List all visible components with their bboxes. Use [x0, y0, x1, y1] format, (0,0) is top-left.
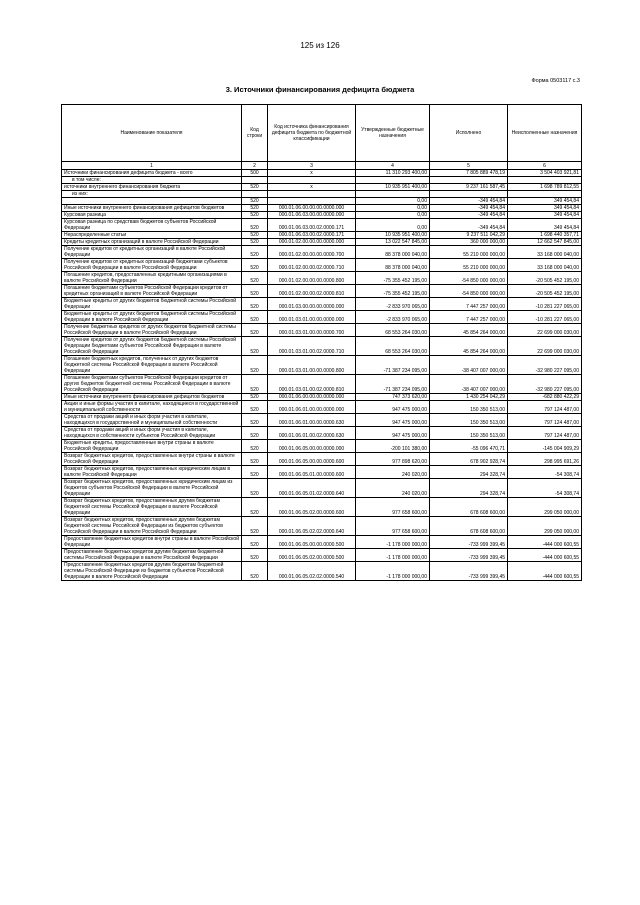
table-row [62, 337, 582, 356]
row-executed: 55 210 000 000,00 [430, 259, 508, 272]
row-budget-code: x [268, 184, 356, 191]
column-header-executed: Исполнено [430, 105, 508, 162]
row-name: Погашение бюджетами субъектов Российской Федерации кредитов от других бюджетов бюджетной системы Российской Федерации в валюте Российской Федерации [62, 375, 242, 394]
column-number: 5 [430, 162, 508, 170]
table-row [62, 549, 582, 562]
row-unexecuted: 298 995 691,26 [508, 453, 582, 466]
row-budget-code: 000.01.06.03.00.00.0000.000 [268, 212, 356, 219]
row-approved: 947 475 000,00 [356, 401, 430, 414]
row-unexecuted: 349 454,84 [508, 198, 582, 205]
row-budget-code [268, 198, 356, 205]
row-name: Получение кредитов от кредитных организаций в валюте Российской Федерации [62, 246, 242, 259]
table-row [62, 184, 582, 191]
row-line-code [242, 177, 268, 184]
row-name: Погашение бюджетных кредитов, полученных от других бюджетов бюджетной системы Российской Федерации в валюте Российской Федерации [62, 356, 242, 375]
header-row [62, 105, 582, 162]
row-budget-code: 000.01.03.01.00.02.0000.710 [268, 337, 356, 356]
row-budget-code: 000.01.03.00.00.00.0000.000 [268, 298, 356, 311]
row-name: Предоставление бюджетных кредитов внутри страны в валюте Российской Федерации [62, 536, 242, 549]
table-row [62, 453, 582, 466]
table-row [62, 177, 582, 184]
row-unexecuted: 797 124 487,00 [508, 414, 582, 427]
row-executed: 294 328,74 [430, 466, 508, 479]
row-unexecuted: -10 281 227 065,00 [508, 311, 582, 324]
row-budget-code: 000.01.06.05.02.00.0000.500 [268, 549, 356, 562]
row-budget-code: 000.01.06.05.02.02.0000.540 [268, 562, 356, 581]
row-approved: -71 387 234 095,00 [356, 375, 430, 394]
row-unexecuted: 349 454,84 [508, 205, 582, 212]
row-line-code: 520 [242, 453, 268, 466]
row-executed: 7 447 257 000,00 [430, 311, 508, 324]
row-executed: -733 999 399,45 [430, 549, 508, 562]
row-approved: 977 898 620,00 [356, 453, 430, 466]
row-unexecuted: 797 124 487,00 [508, 427, 582, 440]
column-number-row [62, 162, 582, 170]
column-header-unexecuted: Неисполненные назначения [508, 105, 582, 162]
row-approved: -1 178 000 000,00 [356, 536, 430, 549]
row-name: Курсовая разница по средствам бюджетов субъектов Российской Федерации [62, 219, 242, 232]
row-executed: -349 454,84 [430, 205, 508, 212]
row-line-code: 520 [242, 375, 268, 394]
row-unexecuted: 299 050 000,00 [508, 517, 582, 536]
row-executed: -38 407 007 000,00 [430, 375, 508, 394]
row-name: Возврат бюджетных кредитов, предоставленных юридическим лицам из бюджетов субъектов Российской Федерации в валюте Российской Федерации [62, 479, 242, 498]
row-executed: 7 447 257 000,00 [430, 298, 508, 311]
row-line-code: 520 [242, 205, 268, 212]
row-line-code: 520 [242, 212, 268, 219]
row-approved: 0,00 [356, 212, 430, 219]
table-row [62, 205, 582, 212]
row-line-code: 520 [242, 536, 268, 549]
table-row [62, 198, 582, 205]
row-name: в том числе: [62, 177, 242, 184]
table-row [62, 219, 582, 232]
row-executed [430, 191, 508, 198]
row-approved: -75 355 452 195,00 [356, 272, 430, 285]
row-budget-code: 000.01.06.05.00.00.0000.000 [268, 440, 356, 453]
row-approved: -2 833 970 065,00 [356, 311, 430, 324]
row-approved: -1 178 000 000,00 [356, 549, 430, 562]
row-executed: -733 999 399,45 [430, 562, 508, 581]
row-budget-code: 000.01.06.05.00.00.0000.500 [268, 536, 356, 549]
row-budget-code: 000.01.02.00.00.02.0000.810 [268, 285, 356, 298]
row-executed: 678 608 600,00 [430, 498, 508, 517]
row-line-code: 520 [242, 324, 268, 337]
row-approved: 240 020,00 [356, 479, 430, 498]
row-budget-code: 000.01.02.00.00.02.0000.710 [268, 259, 356, 272]
page-number: 125 из 126 [300, 41, 340, 50]
row-budget-code: 000.01.06.05.01.02.0000.640 [268, 479, 356, 498]
row-approved: 0,00 [356, 198, 430, 205]
column-header-line-code: Код строки [242, 105, 268, 162]
table-row [62, 212, 582, 219]
column-header-budget-code: Код источника финансирования дефицита бюджета по бюджетной классификации [268, 105, 356, 162]
row-unexecuted: 22 699 000 030,00 [508, 337, 582, 356]
table-row [62, 466, 582, 479]
row-unexecuted: -145 004 909,29 [508, 440, 582, 453]
row-name: Получение кредитов от других бюджетов бюджетной системы Российской Федерации бюджетами субъектов Российской Федерации в валюте Российской Федерации [62, 337, 242, 356]
row-unexecuted: -10 281 227 065,00 [508, 298, 582, 311]
row-line-code: 520 [242, 498, 268, 517]
row-executed: -54 850 000 000,00 [430, 272, 508, 285]
row-line-code: 520 [242, 259, 268, 272]
table-row [62, 375, 582, 394]
row-executed: 150 350 513,00 [430, 401, 508, 414]
row-executed: 360 000 000,00 [430, 239, 508, 246]
table-row [62, 440, 582, 453]
row-line-code: 520 [242, 517, 268, 536]
row-executed: -349 454,84 [430, 198, 508, 205]
row-name: из них: [62, 191, 242, 198]
row-unexecuted: 12 662 547 845,00 [508, 239, 582, 246]
row-approved: 0,00 [356, 205, 430, 212]
row-executed: 150 350 513,00 [430, 414, 508, 427]
row-unexecuted: 1 698 789 812,55 [508, 184, 582, 191]
row-budget-code: 000.01.06.05.00.00.0000.600 [268, 453, 356, 466]
row-budget-code [268, 177, 356, 184]
row-budget-code: 000.01.03.01.00.00.0000.700 [268, 324, 356, 337]
row-approved: -2 833 970 065,00 [356, 298, 430, 311]
row-name: Бюджетные кредиты от других бюджетов бюджетной системы Российской Федерации в валюте Российской Федерации [62, 311, 242, 324]
row-executed: 1 430 254 042,29 [430, 394, 508, 401]
row-line-code: 520 [242, 272, 268, 285]
table-row [62, 498, 582, 517]
row-budget-code: 000.01.06.05.01.00.0000.600 [268, 466, 356, 479]
row-approved: 13 022 547 845,00 [356, 239, 430, 246]
row-name [62, 198, 242, 205]
row-approved: 977 658 600,00 [356, 498, 430, 517]
table-row [62, 517, 582, 536]
row-approved: 240 020,00 [356, 466, 430, 479]
row-unexecuted: -20 505 452 195,00 [508, 285, 582, 298]
row-budget-code: 000.01.06.00.00.00.0000.000 [268, 394, 356, 401]
table-row [62, 401, 582, 414]
row-line-code: 520 [242, 184, 268, 191]
row-name: Источники финансирования дефицита бюджета - всего [62, 170, 242, 177]
table-row [62, 479, 582, 498]
row-executed: -733 999 399,45 [430, 536, 508, 549]
row-approved: -1 178 000 000,00 [356, 562, 430, 581]
row-line-code: 520 [242, 562, 268, 581]
row-name: Возврат бюджетных кредитов, предоставленных другим бюджетам бюджетной системы Российской Федерации в валюте Российской Федерации [62, 498, 242, 517]
row-unexecuted: 22 699 000 030,00 [508, 324, 582, 337]
table-row [62, 394, 582, 401]
table-row [62, 259, 582, 272]
row-line-code: 520 [242, 427, 268, 440]
row-budget-code: 000.01.06.01.00.00.0000.630 [268, 414, 356, 427]
row-name: Иные источники внутреннего финансирования дефицитов бюджетов [62, 394, 242, 401]
row-executed: 678 608 600,00 [430, 517, 508, 536]
row-approved: 747 373 620,00 [356, 394, 430, 401]
row-name: Нераспределенные статьи [62, 232, 242, 239]
row-name: Бюджетные кредиты, предоставленные внутри страны в валюте Российской Федерации [62, 440, 242, 453]
row-executed: 9 237 511 042,29 [430, 232, 508, 239]
table-row [62, 356, 582, 375]
column-number: 6 [508, 162, 582, 170]
table-row [62, 239, 582, 246]
table-body [62, 170, 582, 581]
row-unexecuted: 299 050 000,00 [508, 498, 582, 517]
row-executed: 7 805 889 478,19 [430, 170, 508, 177]
row-budget-code: 000.01.02.00.00.00.0000.000 [268, 239, 356, 246]
row-approved: 10 935 951 400,00 [356, 232, 430, 239]
row-line-code [242, 191, 268, 198]
row-name: Иные источники внутреннего финансирования дефицитов бюджетов [62, 205, 242, 212]
row-name: Курсовая разница [62, 212, 242, 219]
row-line-code: 520 [242, 198, 268, 205]
row-approved: 0,00 [356, 219, 430, 232]
row-executed: -349 454,84 [430, 219, 508, 232]
row-line-code: 520 [242, 219, 268, 232]
row-unexecuted: -32 980 227 095,00 [508, 356, 582, 375]
table-row [62, 170, 582, 177]
row-executed: 150 350 513,00 [430, 427, 508, 440]
row-line-code: 520 [242, 466, 268, 479]
row-budget-code: 000.01.06.00.00.00.0000.000 [268, 205, 356, 212]
table-row [62, 427, 582, 440]
row-budget-code: x [268, 170, 356, 177]
row-executed: 55 210 000 000,00 [430, 246, 508, 259]
row-executed: 45 854 264 000,00 [430, 324, 508, 337]
row-line-code: 520 [242, 479, 268, 498]
row-executed: -349 454,84 [430, 212, 508, 219]
row-unexecuted: -32 980 227 095,00 [508, 375, 582, 394]
row-budget-code: 000.01.06.03.00.02.0000.171 [268, 219, 356, 232]
table-row [62, 191, 582, 198]
financing-table [61, 104, 582, 581]
row-approved: -75 355 452 195,00 [356, 285, 430, 298]
section-title: 3. Источники финансирования дефицита бюджета [225, 85, 415, 94]
table-row [62, 272, 582, 285]
row-unexecuted: -444 000 600,55 [508, 549, 582, 562]
row-executed: 294 328,74 [430, 479, 508, 498]
row-name: Погашение кредитов, предоставленных кредитными организациями в валюте Российской Федерации [62, 272, 242, 285]
row-name: Акции и иные формы участия в капитале, находящиеся в государственной и муниципальной собственности [62, 401, 242, 414]
form-code: Форма 0503117 с.3 [531, 78, 580, 84]
row-unexecuted: -682 880 422,29 [508, 394, 582, 401]
row-approved: 88 378 000 040,00 [356, 246, 430, 259]
row-line-code: 520 [242, 232, 268, 239]
row-line-code: 520 [242, 298, 268, 311]
row-line-code: 520 [242, 239, 268, 246]
row-unexecuted: -54 308,74 [508, 466, 582, 479]
row-approved: 11 310 293 400,00 [356, 170, 430, 177]
row-unexecuted: -20 505 452 195,00 [508, 272, 582, 285]
row-name: Предоставление бюджетных кредитов другим бюджетам бюджетной системы Российской Федерации из бюджетов субъектов Российской Федерации в валюте Российской Федерации [62, 562, 242, 581]
row-budget-code [268, 191, 356, 198]
row-unexecuted: -444 000 600,55 [508, 536, 582, 549]
row-executed: 678 902 928,74 [430, 453, 508, 466]
row-name: Возврат бюджетных кредитов, предоставленных юридическим лицам в валюте Российской Федерации [62, 466, 242, 479]
row-budget-code: 000.01.06.05.02.00.0000.600 [268, 498, 356, 517]
row-approved: 88 378 000 040,00 [356, 259, 430, 272]
row-name: Средства от продажи акций и иных форм участия в капитале, находящихся в государственной и муниципальной собственности [62, 414, 242, 427]
table-row [62, 536, 582, 549]
row-line-code: 520 [242, 549, 268, 562]
row-approved: 947 475 000,00 [356, 427, 430, 440]
row-approved: 977 658 600,00 [356, 517, 430, 536]
row-name: Погашение бюджетами субъектов Российской Федерации кредитов от кредитных организаций в валюте Российской Федерации [62, 285, 242, 298]
row-line-code: 520 [242, 337, 268, 356]
column-header-approved: Утвержденные бюджетные назначения [356, 105, 430, 162]
column-number: 2 [242, 162, 268, 170]
row-unexecuted: -54 308,74 [508, 479, 582, 498]
row-name: Получение бюджетных кредитов от других бюджетов бюджетной системы Российской Федерации в валюте Российской Федерации [62, 324, 242, 337]
row-approved: -200 101 380,00 [356, 440, 430, 453]
row-line-code: 520 [242, 356, 268, 375]
row-unexecuted: -444 000 600,55 [508, 562, 582, 581]
row-name: Возврат бюджетных кредитов, предоставленных внутри страны в валюте Российской Федерации [62, 453, 242, 466]
row-approved: 68 553 264 030,00 [356, 337, 430, 356]
row-approved [356, 177, 430, 184]
row-executed: 9 237 161 587,45 [430, 184, 508, 191]
row-executed: -54 850 000 000,00 [430, 285, 508, 298]
row-unexecuted: 33 168 000 040,00 [508, 259, 582, 272]
row-line-code: 500 [242, 170, 268, 177]
row-name: Предоставление бюджетных кредитов другим бюджетам бюджетной системы Российской Федерации в валюте Российской Федерации [62, 549, 242, 562]
row-budget-code: 000.01.03.01.00.00.0000.800 [268, 356, 356, 375]
row-name: Кредиты кредитных организаций в валюте Российской Федерации [62, 239, 242, 246]
column-header-name: Наименование показателя [62, 105, 242, 162]
row-budget-code: 000.01.02.00.00.00.0000.800 [268, 272, 356, 285]
row-line-code: 520 [242, 414, 268, 427]
row-approved: -71 387 234 095,00 [356, 356, 430, 375]
row-unexecuted: 33 168 000 040,00 [508, 246, 582, 259]
row-budget-code: 000.01.06.05.02.02.0000.640 [268, 517, 356, 536]
row-name: Бюджетные кредиты от других бюджетов бюджетной системы Российской Федерации [62, 298, 242, 311]
table-row [62, 285, 582, 298]
table-row [62, 298, 582, 311]
row-unexecuted: 3 504 403 921,81 [508, 170, 582, 177]
row-name: Средства от продажи акций и иных форм участия в капитале, находящихся в собственности субъектов Российской Федерации [62, 427, 242, 440]
row-executed: -55 096 470,71 [430, 440, 508, 453]
row-executed [430, 177, 508, 184]
table-row [62, 232, 582, 239]
row-unexecuted: 797 124 487,00 [508, 401, 582, 414]
table-row [62, 246, 582, 259]
row-unexecuted [508, 177, 582, 184]
row-unexecuted: 349 454,84 [508, 212, 582, 219]
row-line-code: 520 [242, 285, 268, 298]
row-budget-code: 000.01.02.00.00.00.0000.700 [268, 246, 356, 259]
row-name: источники внутреннего финансирования бюджета [62, 184, 242, 191]
row-budget-code: 000.01.06.01.00.02.0000.630 [268, 427, 356, 440]
table-row [62, 311, 582, 324]
row-unexecuted [508, 191, 582, 198]
row-line-code: 520 [242, 440, 268, 453]
row-approved: 10 935 951 400,00 [356, 184, 430, 191]
table-row [62, 562, 582, 581]
table-row [62, 414, 582, 427]
row-line-code: 520 [242, 246, 268, 259]
row-unexecuted: 1 698 440 357,71 [508, 232, 582, 239]
column-number: 3 [268, 162, 356, 170]
row-budget-code: 000.01.06.03.00.02.0000.171 [268, 232, 356, 239]
row-name: Возврат бюджетных кредитов, предоставленных другим бюджетам бюджетной системы Российской Федерации из бюджетов субъектов Российской Федерации в валюте Российской Федерации [62, 517, 242, 536]
row-budget-code: 000.01.03.01.00.02.0000.810 [268, 375, 356, 394]
column-number: 1 [62, 162, 242, 170]
row-approved: 947 475 000,00 [356, 414, 430, 427]
row-executed: -38 407 007 000,00 [430, 356, 508, 375]
row-unexecuted: 349 454,84 [508, 219, 582, 232]
table-row [62, 324, 582, 337]
row-budget-code: 000.01.03.01.00.00.0000.000 [268, 311, 356, 324]
row-approved: 68 553 264 030,00 [356, 324, 430, 337]
row-executed: 45 854 264 000,00 [430, 337, 508, 356]
row-line-code: 520 [242, 401, 268, 414]
row-budget-code: 000.01.06.01.00.00.0000.000 [268, 401, 356, 414]
row-line-code: 520 [242, 311, 268, 324]
row-name: Получение кредитов от кредитных организаций бюджетами субъектов Российской Федерации в валюте Российской Федерации [62, 259, 242, 272]
row-line-code: 520 [242, 394, 268, 401]
row-approved [356, 191, 430, 198]
column-number: 4 [356, 162, 430, 170]
